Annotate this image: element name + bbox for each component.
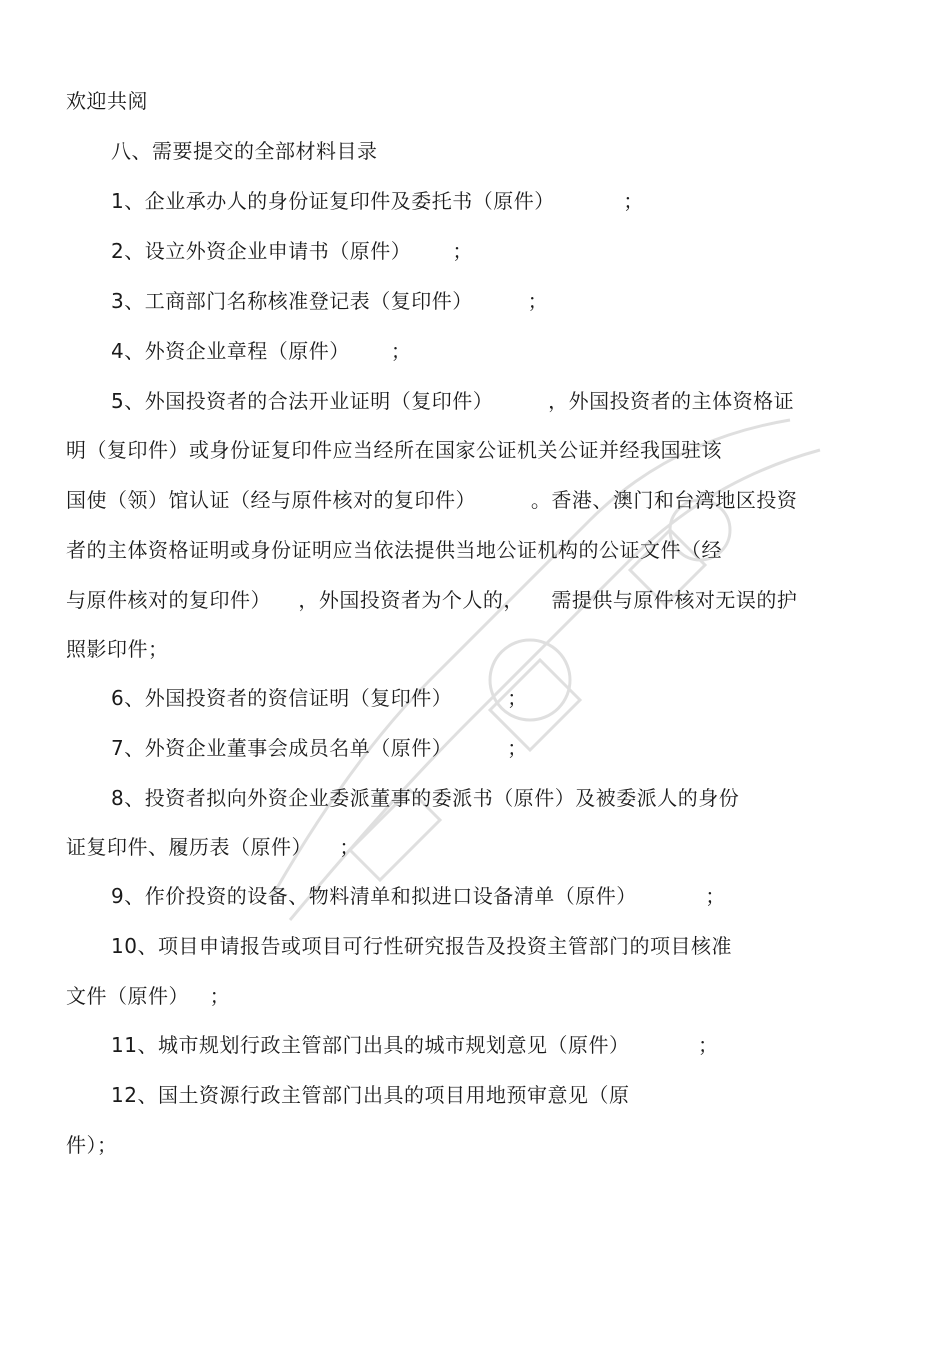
list-item: 12、国土资源行政主管部门出具的项目用地预审意见（原: [111, 1083, 630, 1107]
list-item-continuation: 者的主体资格证明或身份证明应当依法提供当地公证机构的公证文件（经: [66, 538, 722, 562]
list-item-continuation: 国使（领）馆认证（经与原件核对的复印件） 。香港、澳门和台湾地区投资: [66, 488, 798, 512]
list-item: 11、城市规划行政主管部门出具的城市规划意见（原件） ；: [111, 1033, 719, 1057]
list-item: 1、企业承办人的身份证复印件及委托书（原件） ；: [111, 189, 644, 213]
list-item-continuation: 照影印件；: [66, 637, 169, 661]
list-item-continuation: 明（复印件）或身份证复印件应当经所在国家公证机关公证并经我国驻该: [66, 438, 722, 462]
list-item: 4、外资企业章程（原件） ；: [111, 339, 412, 363]
list-item-continuation: 件）；: [66, 1133, 118, 1157]
list-item: 8、投资者拟向外资企业委派董事的委派书（原件）及被委派人的身份: [111, 786, 740, 810]
list-item: 9、作价投资的设备、物料清单和拟进口设备清单（原件） ；: [111, 884, 726, 908]
header-text: 欢迎共阅: [66, 89, 148, 113]
list-item-continuation: 证复印件、履历表（原件） ；: [66, 835, 360, 859]
list-item: 6、外国投资者的资信证明（复印件） ；: [111, 686, 528, 710]
list-item: 2、设立外资企业申请书（原件） ；: [111, 239, 473, 263]
list-item: 7、外资企业董事会成员名单（原件） ；: [111, 736, 528, 760]
list-item-continuation: 文件（原件） ；: [66, 984, 231, 1008]
list-item-continuation: 与原件核对的复印件） ，外国投资者为个人的， 需提供与原件核对无误的护: [66, 588, 798, 612]
list-item: 3、工商部门名称核准登记表（复印件） ；: [111, 289, 549, 313]
list-item: 10、项目申请报告或项目可行性研究报告及投资主管部门的项目核准: [111, 934, 732, 958]
list-item: 5、外国投资者的合法开业证明（复印件） ，外国投资者的主体资格证: [111, 389, 795, 413]
section-title: 八、需要提交的全部材料目录: [111, 139, 378, 163]
